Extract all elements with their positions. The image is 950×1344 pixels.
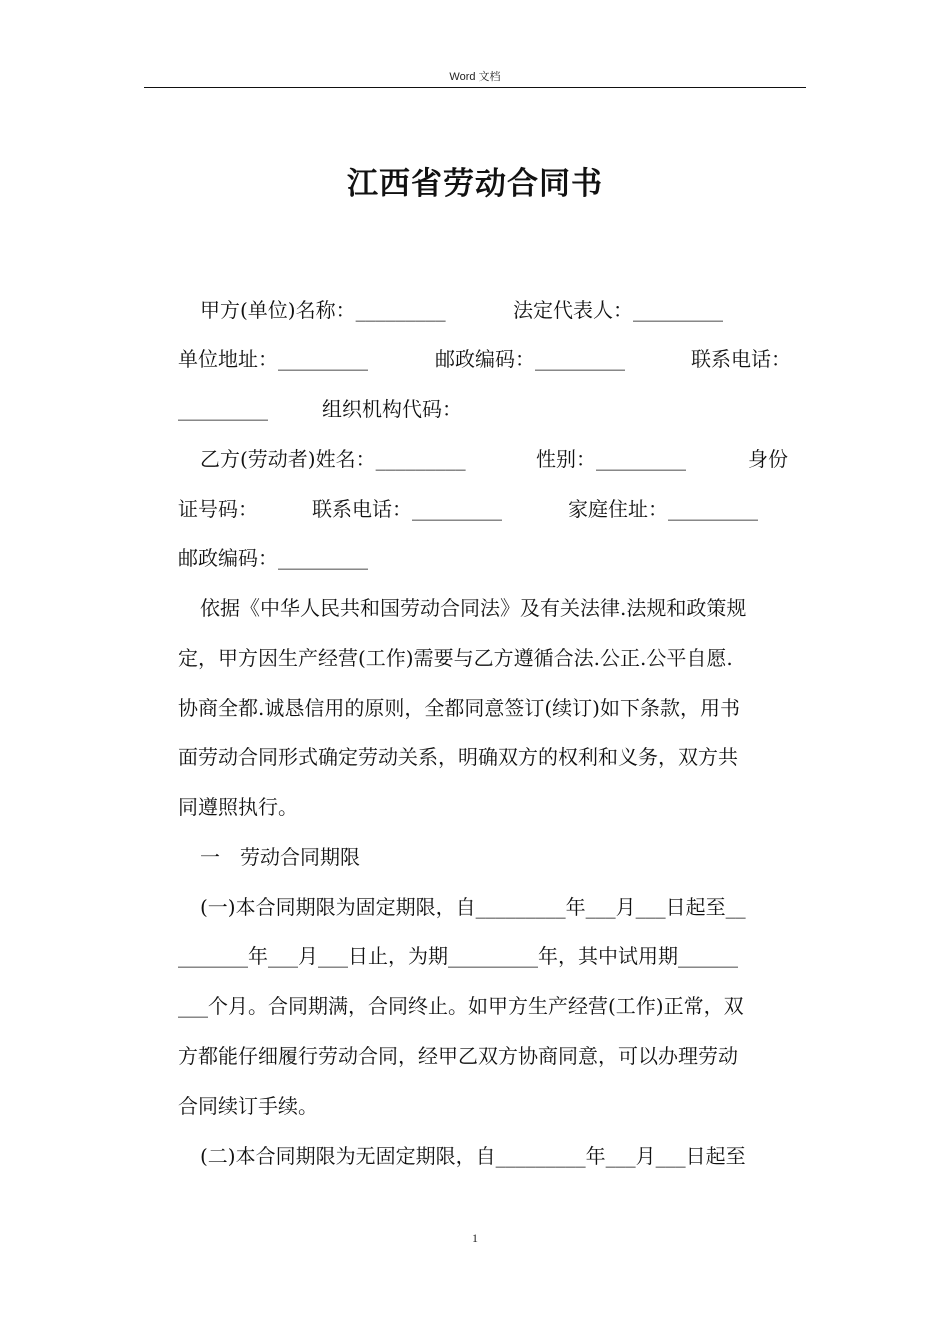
- party-b-postal-field: 邮政编码：_________: [178, 546, 368, 570]
- phone-label: 联系电话：: [691, 347, 791, 371]
- paragraph-line: [0, 494, 950, 524]
- clause-text: (二)本合同期限为无固定期限，自_________年___月___日起至: [200, 1144, 746, 1168]
- paragraph-line: [0, 842, 950, 872]
- postal-code-field: 邮政编码：_________: [435, 347, 625, 371]
- paragraph-line: [0, 1091, 950, 1121]
- paragraph-line: [0, 344, 950, 374]
- preamble-text: 依据《中华人民共和国劳动合同法》及有关法律.法规和政策规: [200, 596, 747, 620]
- header-rule: [144, 87, 806, 88]
- paragraph-line: [0, 643, 950, 673]
- clause-text: ___个月。合同期满，合同终止。如甲方生产经营(工作)正常，双: [178, 994, 744, 1018]
- page-number: 1: [472, 1231, 478, 1245]
- preamble-text: 定，甲方因生产经营(工作)需要与乙方遵循合法.公正.公平自愿.: [178, 646, 733, 670]
- clause-text: (一)本合同期限为固定期限，自_________年___月___日起至__: [200, 895, 746, 919]
- home-address-field: 家庭住址：_________: [568, 497, 758, 521]
- id-label-end: 证号码：: [178, 497, 258, 521]
- paragraph-line: [0, 991, 950, 1021]
- paragraph-line: [0, 742, 950, 772]
- clause-text: 合同续订手续。: [178, 1094, 318, 1118]
- preamble-text: 面劳动合同形式确定劳动关系，明确双方的权利和义务，双方共: [178, 745, 738, 769]
- paragraph-line: [0, 892, 950, 922]
- paragraph-line: [0, 593, 950, 623]
- paragraph-line: [0, 1041, 950, 1071]
- party-b-name-field: 乙方(劳动者)姓名：_________: [200, 447, 466, 471]
- paragraph-line: [0, 444, 950, 474]
- legal-representative-field: 法定代表人：_________: [513, 298, 723, 322]
- clause-text: _______年___月___日止，为期_________年，其中试用期______: [178, 944, 738, 968]
- paragraph-line: [0, 1141, 950, 1171]
- id-label-start: 身份: [748, 447, 788, 471]
- paragraph-line: [0, 394, 950, 424]
- org-code-label: 组织机构代码：: [322, 397, 462, 421]
- unit-address-field: 单位地址：_________: [178, 347, 368, 371]
- page-header: Word 文档: [449, 71, 501, 83]
- paragraph-line: [0, 693, 950, 723]
- paragraph-line: [0, 295, 950, 325]
- paragraph-line: [0, 941, 950, 971]
- preamble-text: 协商全都.诚恳信用的原则，全都同意签订(续订)如下条款，用书: [178, 696, 740, 720]
- paragraph-line: [0, 543, 950, 573]
- clause-text: 方都能仔细履行劳动合同，经甲乙双方协商同意，可以办理劳动: [178, 1044, 738, 1068]
- document-title: 江西省劳动合同书: [347, 166, 603, 202]
- preamble-text: 同遵照执行。: [178, 795, 298, 819]
- section-heading: 一 劳动合同期限: [200, 845, 360, 869]
- gender-field: 性别：_________: [536, 447, 686, 471]
- party-a-name-field: 甲方(单位)名称：_________: [200, 298, 446, 322]
- paragraph-line: [0, 792, 950, 822]
- phone-blank: _________: [178, 397, 268, 421]
- party-b-phone-field: 联系电话：_________: [312, 497, 502, 521]
